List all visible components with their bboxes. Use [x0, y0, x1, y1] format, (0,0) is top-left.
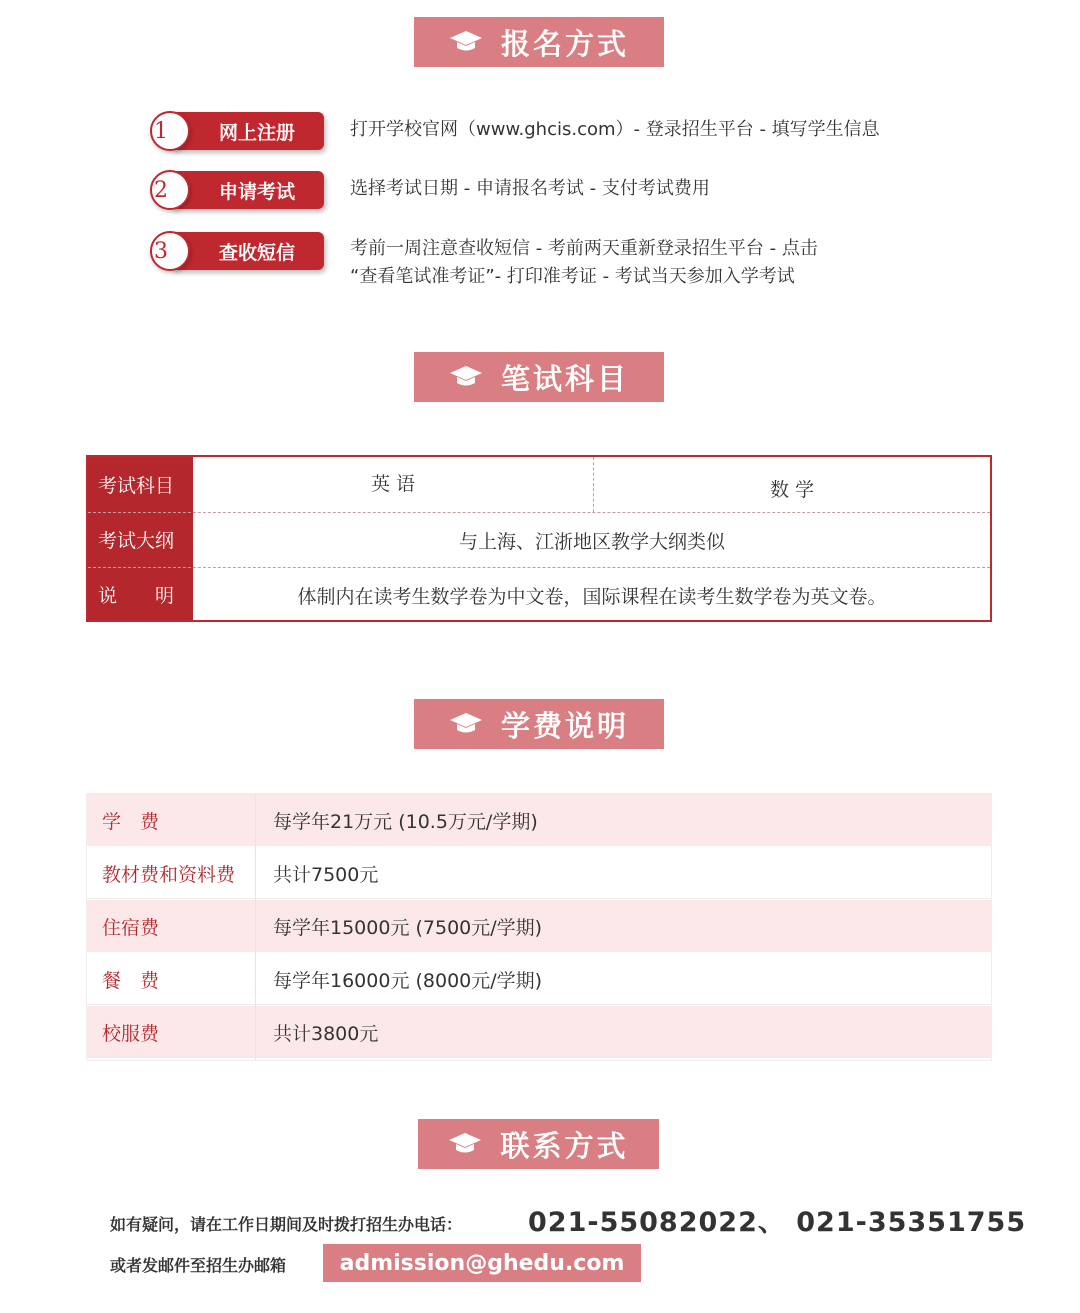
- graduation-cap-icon: [448, 1131, 482, 1157]
- fee-label: 校服费: [102, 1022, 160, 1045]
- step-label: 网上注册: [172, 112, 324, 150]
- section-title: 联系方式: [500, 1128, 629, 1163]
- step-number: 1: [150, 111, 190, 151]
- fee-row: [87, 1006, 991, 1058]
- fee-row: [87, 953, 991, 1005]
- section-title: 笔试科目: [500, 361, 629, 396]
- fee-label: 住宿费: [102, 916, 160, 939]
- step-description-line: “查看笔试准考证”- 打印准考证 - 考试当天参加入学考试: [350, 266, 795, 287]
- step-description: 打开学校官网（www.ghcis.com）- 登录招生平台 - 填写学生信息: [350, 119, 880, 140]
- fee-value: 每学年21万元 (10.5万元/学期): [273, 810, 538, 833]
- fee-value: 共计3800元: [273, 1022, 379, 1045]
- section-banner-registration: [414, 17, 664, 67]
- fee-value: 每学年16000元 (8000元/学期): [273, 969, 543, 992]
- column-divider: [255, 794, 256, 1060]
- section-banner-contact: [418, 1119, 659, 1169]
- contact-email-text: 或者发邮件至招生办邮箱: [110, 1256, 287, 1275]
- step-description: [350, 235, 818, 291]
- contact-phones[interactable]: 021-55082022、 021-35351755: [528, 1207, 1027, 1238]
- graduation-cap-icon: [449, 29, 483, 55]
- exam-table: [86, 455, 992, 622]
- fee-label: 学 费: [102, 810, 160, 833]
- step-number: 2: [150, 170, 190, 210]
- fee-row: [87, 847, 991, 899]
- exam-syllabus-value: 与上海、江浙地区教学大纲类似: [458, 530, 725, 553]
- step-label: 查收短信: [172, 232, 324, 270]
- graduation-cap-icon: [449, 364, 483, 390]
- section-banner-fees: [414, 699, 664, 749]
- exam-header-note: 说 明: [98, 585, 175, 607]
- exam-subject-math: 数 学: [769, 479, 815, 501]
- fee-value: 每学年15000元 (7500元/学期): [273, 916, 543, 939]
- exam-subject-english: 英 语: [370, 472, 416, 495]
- fee-label: 教材费和资料费: [102, 863, 236, 886]
- exam-note-value: 体制内在读考生数学卷为中文卷，国际课程在读考生数学卷为英文卷。: [297, 585, 887, 608]
- step-description: 选择考试日期 - 申请报名考试 - 支付考试费用: [350, 178, 710, 199]
- exam-header-subjects: 考试科目: [98, 475, 175, 497]
- step-label: 申请考试: [172, 171, 324, 209]
- section-banner-exam: [414, 352, 664, 402]
- section-title: 学费说明: [500, 708, 629, 743]
- step-description-line: 考前一周注意查收短信 - 考前两天重新登录招生平台 - 点击: [350, 238, 818, 259]
- exam-header-syllabus: 考试大纲: [98, 530, 175, 552]
- step-number: 3: [150, 231, 190, 271]
- graduation-cap-icon: [449, 711, 483, 737]
- fee-table: [86, 793, 992, 1061]
- section-title: 报名方式: [500, 26, 629, 61]
- fee-value: 共计7500元: [273, 863, 379, 886]
- fee-row: [87, 900, 991, 952]
- fee-row: [87, 794, 991, 846]
- fee-label: 餐 费: [102, 969, 160, 992]
- contact-phone-text: 如有疑问，请在工作日期间及时拨打招生办电话：: [110, 1215, 463, 1234]
- contact-email[interactable]: admission@ghedu.com: [323, 1244, 641, 1282]
